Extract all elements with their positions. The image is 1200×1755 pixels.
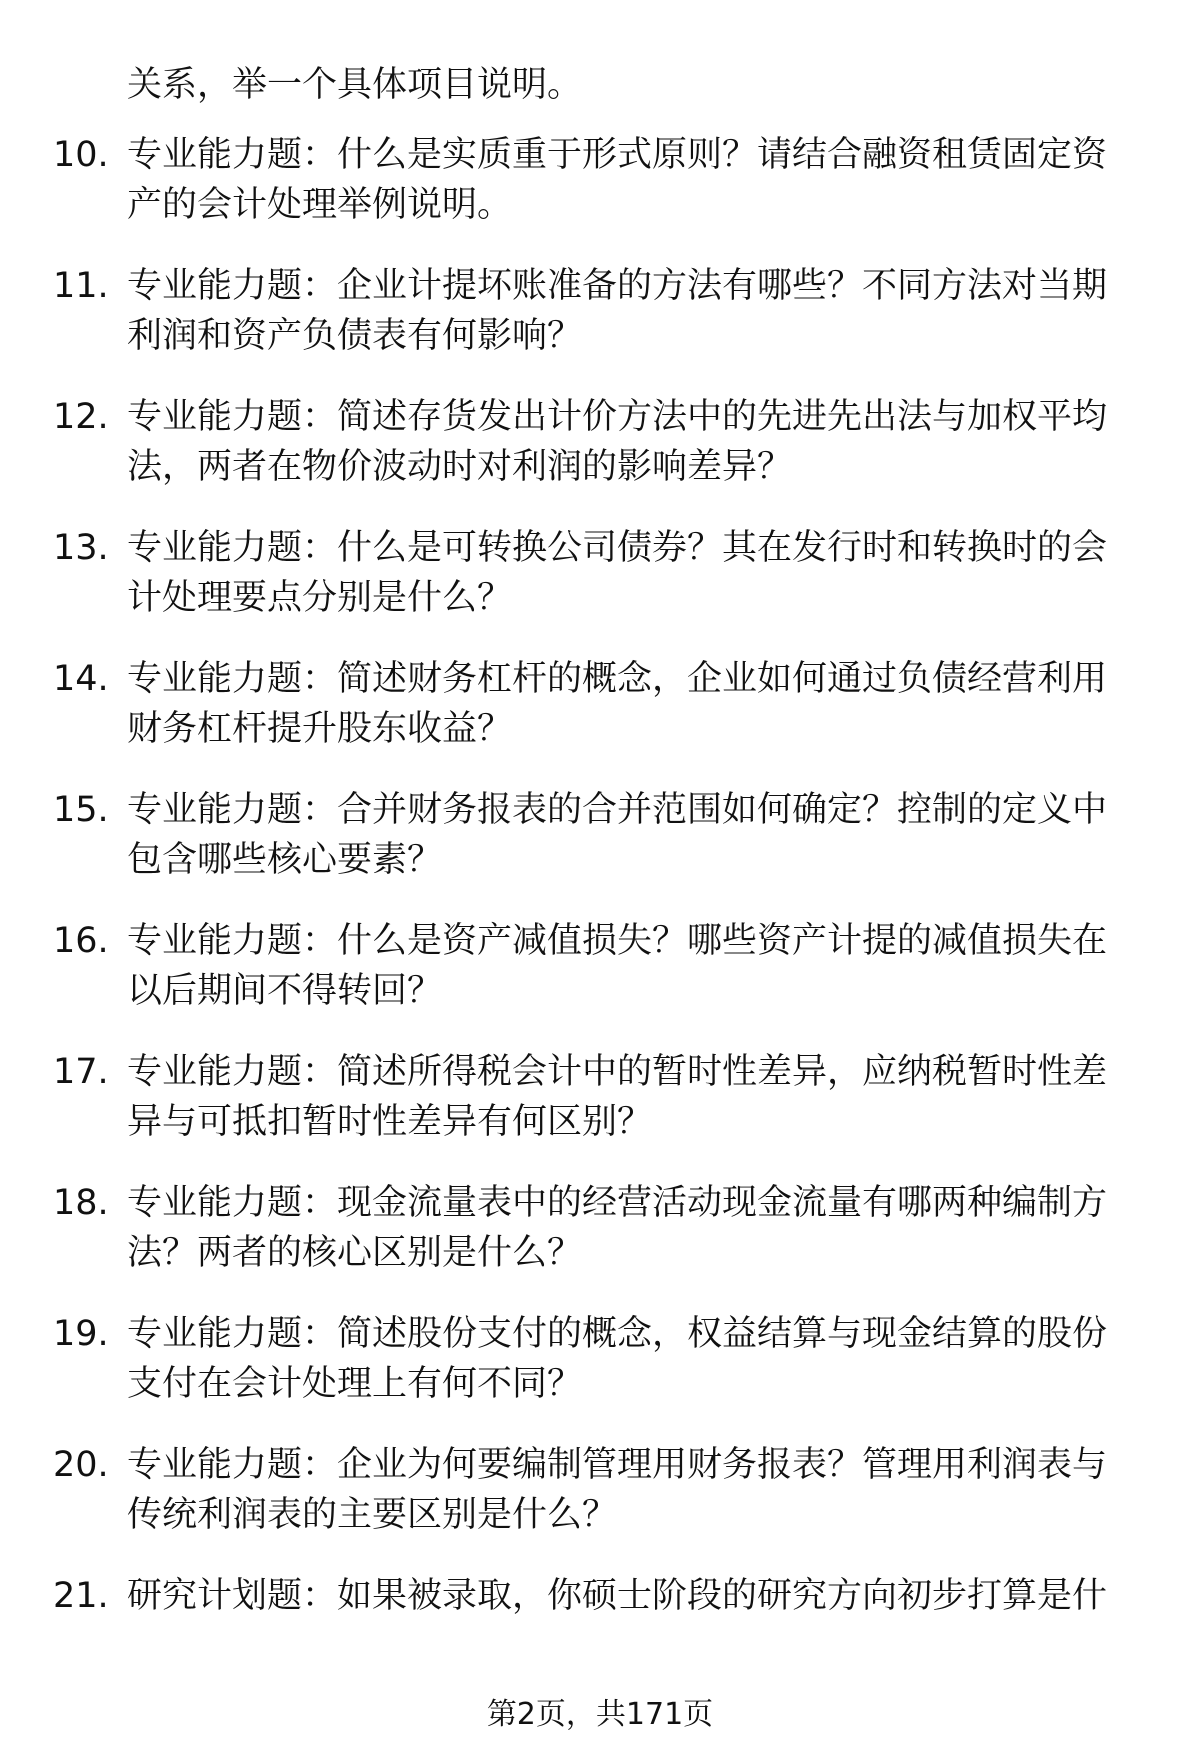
question-number: 16. xyxy=(53,921,109,961)
list-item xyxy=(0,523,1200,654)
question-text: 专业能力题：什么是实质重于形式原则？请结合融资租赁固定资 产的会计处理举例说明。 xyxy=(127,135,1108,225)
question-number: 10. xyxy=(53,135,109,175)
question-text: 专业能力题：简述所得税会计中的暂时性差异，应纳税暂时性差 异与可抵扣暂时性差异有何区别？ xyxy=(127,1052,1108,1142)
question-text: 专业能力题：合并财务报表的合并范围如何确定？控制的定义中 包含哪些核心要素？ xyxy=(127,790,1108,880)
question-text: 研究计划题：如果被录取，你硕士阶段的研究方向初步打算是什 xyxy=(127,1576,1108,1616)
question-number: 17. xyxy=(53,1052,109,1092)
question-number: 15. xyxy=(53,790,109,830)
question-text: 专业能力题：现金流量表中的经营活动现金流量有哪两种编制方 法？两者的核心区别是什么？ xyxy=(127,1183,1108,1273)
list-item xyxy=(0,1571,1200,1702)
continuation-text: 关系，举一个具体项目说明。 xyxy=(127,65,583,105)
question-list xyxy=(0,130,1200,1702)
list-item xyxy=(0,1047,1200,1178)
question-text: 专业能力题：简述存货发出计价方法中的先进先出法与加权平均 法，两者在物价波动时对利润的影响差异？ xyxy=(127,397,1108,487)
question-number: 13. xyxy=(53,528,109,568)
list-item xyxy=(0,654,1200,785)
question-number: 20. xyxy=(53,1445,109,1485)
list-item xyxy=(0,1440,1200,1571)
question-text: 专业能力题：企业为何要编制管理用财务报表？管理用利润表与 传统利润表的主要区别是什么？ xyxy=(127,1445,1108,1535)
list-item xyxy=(0,1309,1200,1440)
question-text: 专业能力题：简述股份支付的概念，权益结算与现金结算的股份 支付在会计处理上有何不同？ xyxy=(127,1314,1108,1404)
question-number: 12. xyxy=(53,397,109,437)
question-number: 21. xyxy=(53,1576,109,1616)
list-item xyxy=(0,1178,1200,1309)
question-text: 专业能力题：什么是可转换公司债券？其在发行时和转换时的会 计处理要点分别是什么？ xyxy=(127,528,1108,618)
question-text: 专业能力题：什么是资产减值损失？哪些资产计提的减值损失在 以后期间不得转回？ xyxy=(127,921,1108,1011)
question-text: 专业能力题：简述财务杠杆的概念，企业如何通过负债经营利用 财务杠杆提升股东收益？ xyxy=(127,659,1108,749)
list-item xyxy=(0,130,1200,261)
question-number: 18. xyxy=(53,1183,109,1223)
list-item xyxy=(0,916,1200,1047)
page-number-footer: 第2页，共171页 xyxy=(486,1697,714,1732)
question-text: 专业能力题：企业计提坏账准备的方法有哪些？不同方法对当期 利润和资产负债表有何影响？ xyxy=(127,266,1108,356)
list-item xyxy=(0,785,1200,916)
question-number: 14. xyxy=(53,659,109,699)
list-item xyxy=(0,392,1200,523)
list-item xyxy=(0,261,1200,392)
question-number: 19. xyxy=(53,1314,109,1354)
question-number: 11. xyxy=(53,266,109,306)
